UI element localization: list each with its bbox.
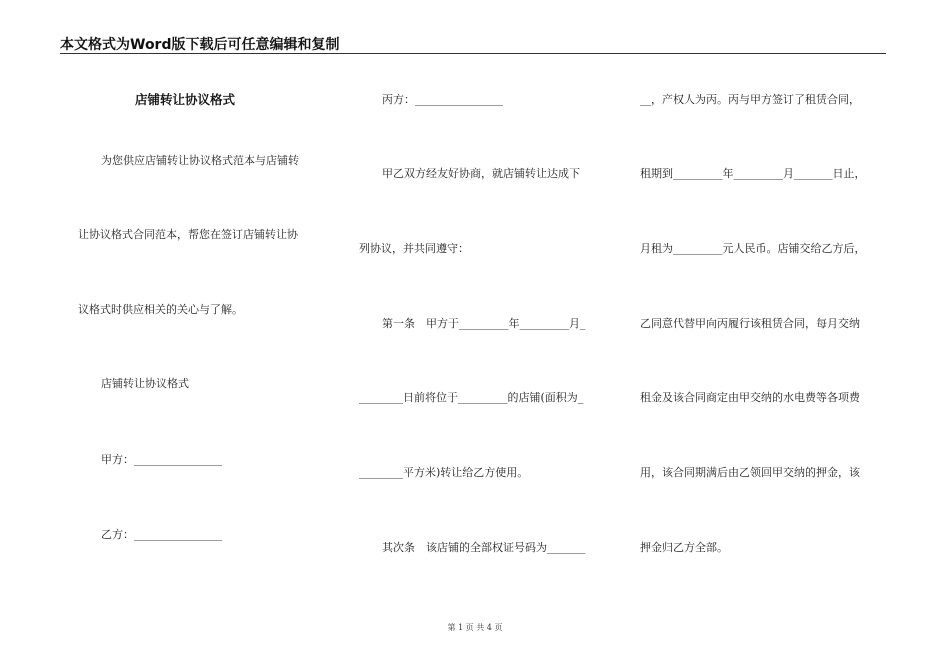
- paragraph-line: ________平方米)转让给乙方使用。: [359, 466, 529, 479]
- paragraph-line: 为您供应店铺转让协议格式范本与店铺转: [101, 154, 299, 167]
- paragraph-line: 乙同意代替甲向丙履行该租赁合同，每月交纳: [640, 317, 860, 330]
- article-one-line: 第一条 甲方于_________年_________月_: [382, 317, 586, 330]
- paragraph-line: ________日前将位于_________的店铺(面积为_: [359, 391, 584, 404]
- paragraph-line: 让协议格式合同范本，帮您在签订店铺转让协: [78, 228, 298, 241]
- paragraph-line: __，产权人为丙。丙与甲方签订了租赁合同，: [640, 93, 860, 106]
- paragraph-line: 议格式时供应相关的关心与了解。: [78, 303, 243, 316]
- document-title: 店铺转让协议格式: [135, 92, 236, 107]
- party-c-field: 丙方：________________: [382, 93, 503, 106]
- article-two-line: 其次条 该店铺的全部权证号码为_______: [382, 541, 586, 554]
- paragraph-line: 甲乙双方经友好协商，就店铺转让达成下: [382, 167, 580, 180]
- paragraph-line: 租期到_________年_________月_______日止，: [640, 167, 866, 180]
- paragraph-line: 租金及该合同商定由甲交纳的水电费等各项费: [640, 391, 860, 404]
- paragraph-line: 月租为_________元人民币。店铺交给乙方后，: [640, 242, 866, 255]
- page-number: 第 1 页 共 4 页: [447, 623, 503, 632]
- paragraph-line: 列协议，并共同遵守：: [359, 242, 469, 255]
- section-heading: 店铺转让协议格式: [101, 377, 189, 390]
- document-header: 本文格式为Word版下载后可任意编辑和复制: [60, 37, 340, 53]
- header-divider: [60, 53, 886, 54]
- party-a-field: 甲方：________________: [101, 453, 222, 466]
- paragraph-line: 押金归乙方全部。: [640, 541, 728, 554]
- paragraph-line: 用，该合同期满后由乙领回甲交纳的押金，该: [640, 466, 860, 479]
- party-b-field: 乙方：________________: [101, 528, 222, 541]
